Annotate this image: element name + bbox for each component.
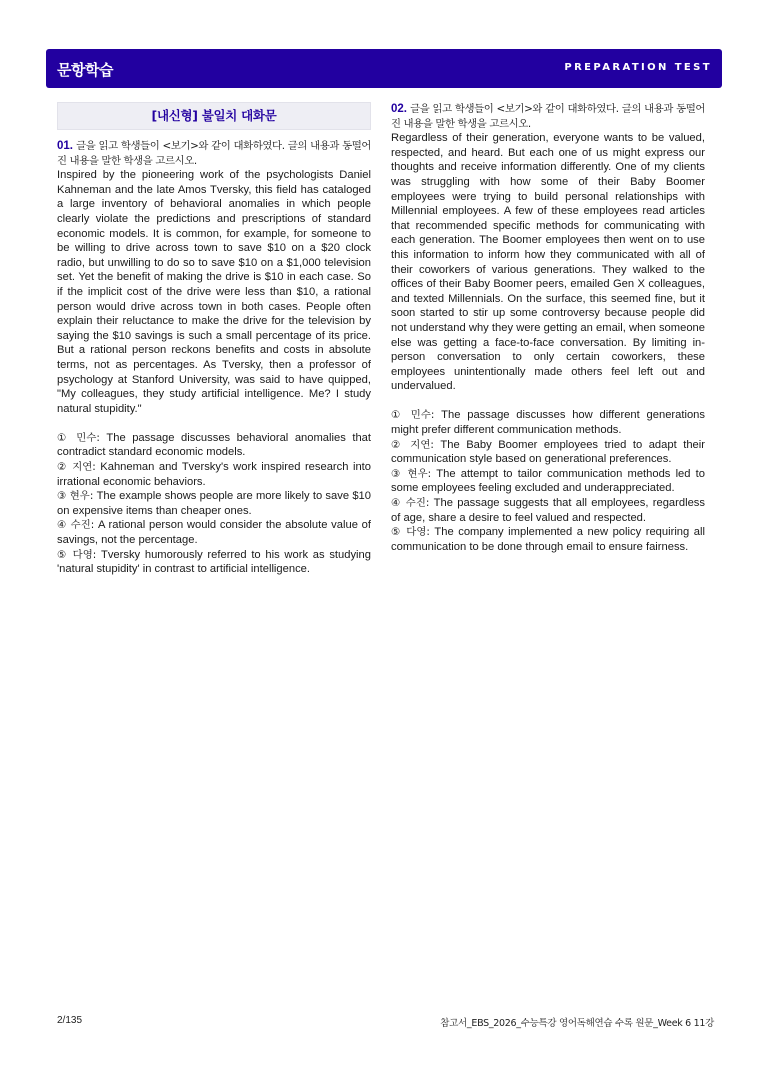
option-speaker: 현우:	[69, 490, 94, 503]
question-number: 02.	[391, 103, 407, 115]
option-mark: ④	[57, 519, 67, 532]
option-mark: ②	[57, 461, 68, 474]
left-column	[57, 102, 371, 577]
section-title: [내신형] 불일치 대화문	[151, 107, 277, 123]
option-5	[57, 548, 371, 577]
option-2	[391, 438, 705, 467]
option-3	[57, 489, 371, 518]
page-number: 2/135	[57, 1015, 83, 1026]
option-text: A rational person would consider the absolute value of savings, not the percentage.	[57, 519, 371, 547]
option-speaker: 민수:	[76, 431, 100, 444]
option-2	[57, 460, 371, 489]
options-list	[391, 408, 705, 554]
option-3	[391, 467, 705, 496]
option-4	[57, 518, 371, 547]
header-bar	[46, 49, 722, 88]
option-text: The company implemented a new policy requiring all communication to be done through email to ensure fairness.	[391, 526, 705, 553]
question-prompt-text: 글을 읽고 학생들이 <보기>와 같이 대화하였다. 글의 내용과 동떨어진 내용을 말한 학생을 고르시오.	[57, 140, 371, 167]
option-1	[391, 408, 705, 437]
option-4	[391, 496, 705, 525]
option-speaker: 민수:	[410, 409, 435, 422]
question-prompt	[391, 102, 705, 131]
question-number: 01.	[57, 140, 73, 152]
right-column	[391, 102, 705, 554]
option-text: Tversky humorously referred to his work as studying 'natural stupidity' in contrast to artificial intelligence.	[57, 548, 371, 576]
option-speaker: 지연:	[410, 438, 434, 451]
option-mark: ①	[57, 431, 70, 444]
option-mark: ③	[57, 490, 67, 503]
option-text: The passage discusses how different generations might prefer different communication methods.	[391, 409, 705, 437]
option-text: The attempt to tailor communication methods led to some employees feeling excluded and underappreciated.	[391, 467, 705, 495]
option-speaker: 수진:	[70, 519, 95, 532]
option-mark: ①	[391, 409, 404, 422]
header-subtitle: PREPARATION TEST	[564, 62, 712, 73]
option-text: The Baby Boomer employees tried to adapt their communication style based on generational preferences.	[391, 438, 705, 466]
option-text: The passage suggests that all employees, regardless of age, share a desire to feel valued and respected.	[391, 497, 705, 524]
options-list	[57, 431, 371, 577]
option-text: Kahneman and Tversky's work inspired research into irrational economic behaviors.	[57, 461, 372, 488]
option-mark: ②	[391, 438, 404, 451]
passage: Regardless of their generation, everyone wants to be valued, respected, and heard. But each one of us might express our thoughts and receive information differently. One of my clients was struggling with how some of their Baby Boomer employees were trying to build personal relationships with Millennial employees. A few of these employees read articles that recommended specific methods for communicating with each generation. The Boomer employees then went on to use this information to inform how they communicated with all of their coworkers of various generations. They walked to the offices of their Baby Boomer peers, emailed Gen X colleagues, and texted Millennials. On the surface, this seemed fine, but it soon started to stir up some controversy because people did not understand why they were getting an email, when someone else was getting a face-to-face conversation. By limiting in-person conversation to only certain coworkers, these employees unintentionally made others feel left out and undervalued.	[391, 132, 705, 393]
section-header	[57, 102, 371, 130]
option-mark: ④	[391, 497, 402, 510]
document-title: 참고서_EBS_2026_수능특강 영어독해연습 수록 원문_Week 6 11강	[440, 1018, 714, 1029]
question-prompt-text: 글을 읽고 학생들이 <보기>와 같이 대화하였다. 글의 내용과 동떨어진 내용을 말한 학생을 고르시오.	[391, 103, 705, 130]
option-mark: ⑤	[57, 548, 68, 561]
option-speaker: 지연:	[72, 461, 96, 474]
option-mark: ③	[391, 467, 403, 480]
option-1	[57, 431, 371, 460]
option-speaker: 다영:	[72, 548, 97, 561]
option-mark: ⑤	[391, 526, 402, 539]
option-speaker: 현우:	[407, 467, 432, 480]
option-speaker: 다영:	[406, 526, 430, 539]
option-speaker: 수진:	[405, 497, 430, 510]
option-text: The passage discusses behavioral anomalies that contradict standard economic models.	[57, 431, 371, 459]
passage: Inspired by the pioneering work of the psychologists Daniel Kahneman and the late Amos Tversky, this field has cataloged a large inventory of behavioral anomalies in which people clearly violate the predictions and prescriptions of standard economic models. It is common, for example, for someone to be willing to drive across town to save $10 on a $20 clock radio, but unwilling to do so to save $10 on a $1,000 television set. Yet the benefit of making the drive is $10 in each case. So if the implicit cost of the drive were less than $10, a rational person would drive across town in both cases. People often explain their reluctance to make the drive for the television by saying the $10 savings is such a small percentage of its price. But a rational person reckons benefits and costs in absolute terms, not as percentages. As Tversky, then a professor of psychology at Stanford University, was said to have quipped, "My colleagues, they study artificial intelligence. Me? I study natural stupidity."	[57, 169, 371, 415]
option-text: The example shows people are more likely to save $10 on expensive items than cheaper ones.	[57, 490, 371, 517]
header-title: 문항학습	[57, 61, 113, 79]
question-prompt	[57, 139, 371, 168]
option-5	[391, 525, 705, 554]
